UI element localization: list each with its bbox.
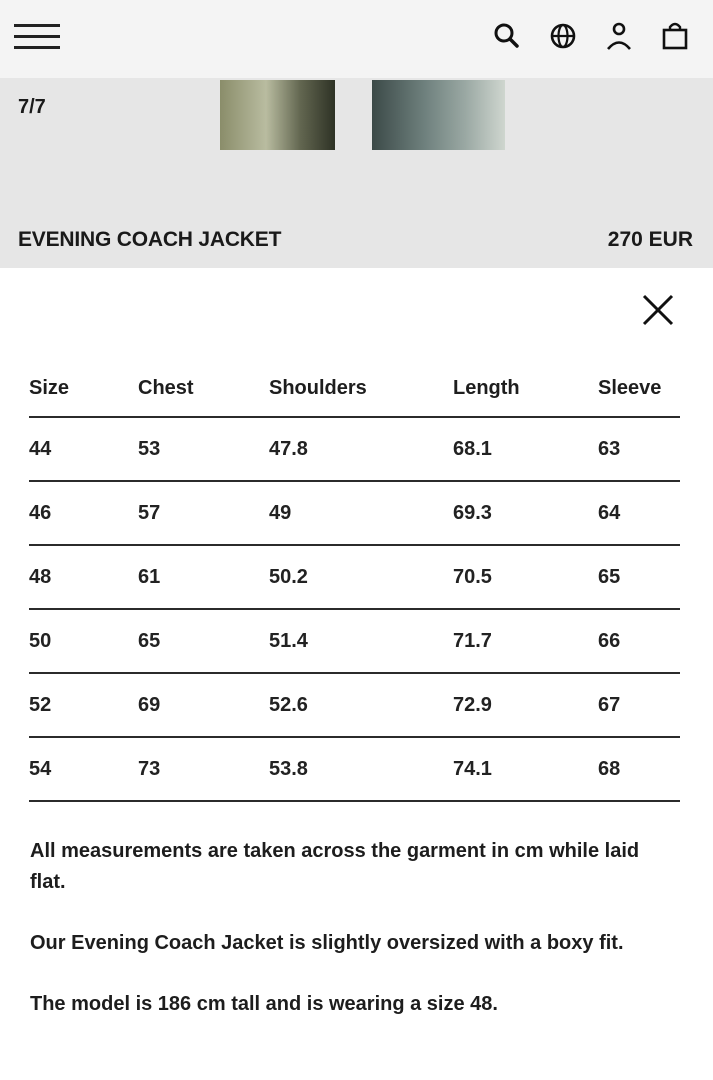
cell-sleeve: 64 [598, 501, 621, 524]
cell-shoulders: 53.8 [269, 757, 308, 780]
column-header-shoulders: Shoulders [269, 376, 367, 399]
cell-length: 69.3 [453, 501, 492, 524]
size-guide-table [29, 360, 680, 802]
search-icon[interactable] [489, 18, 525, 54]
top-navigation-bar [0, 0, 713, 78]
model-note: The model is 186 cm tall and is wearing a size 48. [30, 993, 498, 1015]
cell-sleeve: 63 [598, 437, 621, 460]
product-price: 270 EUR [607, 228, 693, 251]
cell-chest: 65 [138, 629, 161, 652]
table-row [29, 737, 680, 801]
cell-shoulders: 50.2 [269, 565, 308, 588]
column-header-length: Length [453, 376, 520, 399]
column-header-size: Size [29, 376, 70, 399]
cell-sleeve: 66 [598, 629, 621, 652]
cell-shoulders: 49 [269, 501, 292, 524]
gallery-counter: 7/7 [18, 96, 46, 118]
table-header-row [29, 360, 680, 417]
cell-chest: 73 [138, 757, 161, 780]
table-row [29, 609, 680, 673]
cell-shoulders: 51.4 [269, 629, 308, 652]
cell-chest: 53 [138, 437, 161, 460]
cell-length: 71.7 [453, 629, 492, 652]
table-row [29, 417, 680, 481]
table-row [29, 545, 680, 609]
cell-size: 50 [29, 629, 52, 652]
cell-chest: 57 [138, 501, 161, 524]
cell-length: 72.9 [453, 693, 492, 716]
size-guide-notes [30, 836, 670, 1050]
cell-length: 70.5 [453, 565, 492, 588]
shopping-bag-icon[interactable] [657, 18, 693, 54]
cell-size: 48 [29, 565, 52, 588]
cell-size: 44 [29, 437, 52, 460]
table-row [29, 481, 680, 545]
menu-icon[interactable] [14, 18, 62, 54]
cell-length: 74.1 [453, 757, 492, 780]
close-icon[interactable] [640, 292, 676, 328]
cell-chest: 61 [138, 565, 161, 588]
cell-sleeve: 68 [598, 757, 621, 780]
measurement-note: All measurements are taken across the garment in cm while laid flat. [30, 840, 640, 893]
cell-size: 54 [29, 757, 52, 780]
cell-sleeve: 67 [598, 693, 621, 716]
cell-sleeve: 65 [598, 565, 621, 588]
product-image-thumbnail [372, 80, 505, 150]
product-image-thumbnail [220, 80, 335, 150]
globe-icon[interactable] [545, 18, 581, 54]
product-title: EVENING COACH JACKET [18, 228, 282, 251]
fit-note: Our Evening Coach Jacket is slightly oversized with a boxy fit. [30, 932, 624, 954]
table-row [29, 673, 680, 737]
column-header-chest: Chest [138, 376, 194, 399]
cell-shoulders: 47.8 [269, 437, 308, 460]
cell-size: 46 [29, 501, 52, 524]
account-icon[interactable] [601, 18, 637, 54]
column-header-sleeve: Sleeve [598, 376, 662, 399]
cell-size: 52 [29, 693, 52, 716]
cell-chest: 69 [138, 693, 161, 716]
cell-length: 68.1 [453, 437, 492, 460]
cell-shoulders: 52.6 [269, 693, 308, 716]
